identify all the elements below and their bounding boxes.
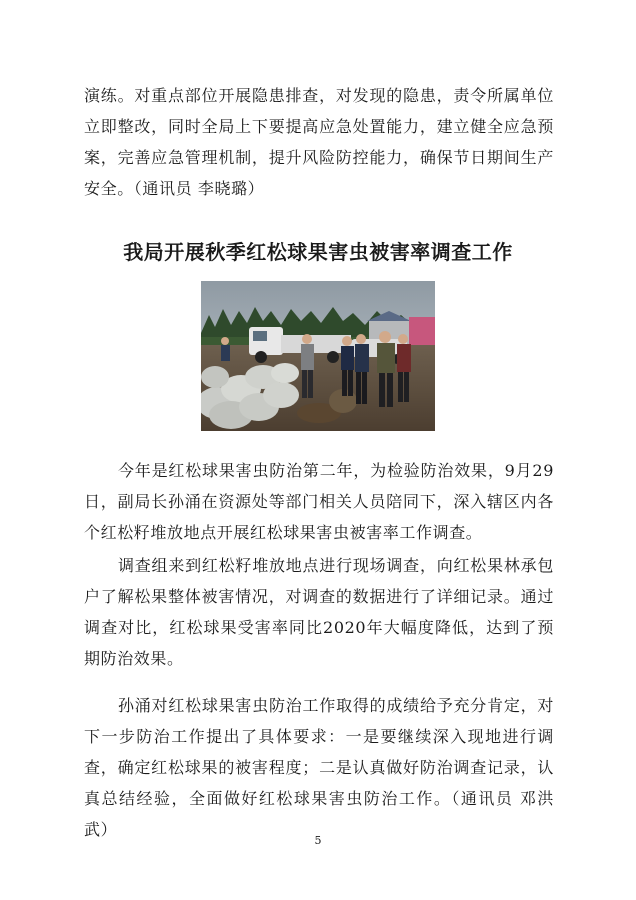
article-paragraph-1: 今年是红松球果害虫防治第二年，为检验防治效果，9月29日，副局长孙涌在资源处等部门相关人员陪同下，深入辖区内各个红松籽堆放地点开展红松球果害虫被害率工作调查。 bbox=[84, 461, 554, 542]
top-paragraph: 演练。对重点部位开展隐患排查，对发现的隐患，责令所属单位立即整改，同时全局上下要提高应急处置能力，建立健全应急预案，完善应急管理机制，提升风险防控能力，确保节日期间生产安全。（通讯员 李晓璐） bbox=[84, 86, 554, 198]
article-paragraph-3: 孙涌对红松球果害虫防治工作取得的成绩给予充分肯定，对下一步防治工作提出了具体要求：一是要继续深入现地进行调查，确定红松球果的被害程度；二是认真做好防治调查记录，认真总结经验，全面做好红松球果害虫防治工作。（通讯员 邓洪武） bbox=[84, 696, 554, 839]
article-paragraph-2: 调查组来到红松籽堆放地点进行现场调查，向红松果林承包户了解松果整体被害情况，对调查的数据进行了详细记录。通过调查对比，红松球果受害率同比2020年大幅度降低，达到了预期防治效果。 bbox=[84, 556, 554, 668]
page-number: 5 bbox=[314, 834, 322, 847]
article-photo bbox=[201, 281, 435, 431]
article-title: 我局开展秋季红松球果害虫被害率调查工作 bbox=[123, 240, 513, 264]
